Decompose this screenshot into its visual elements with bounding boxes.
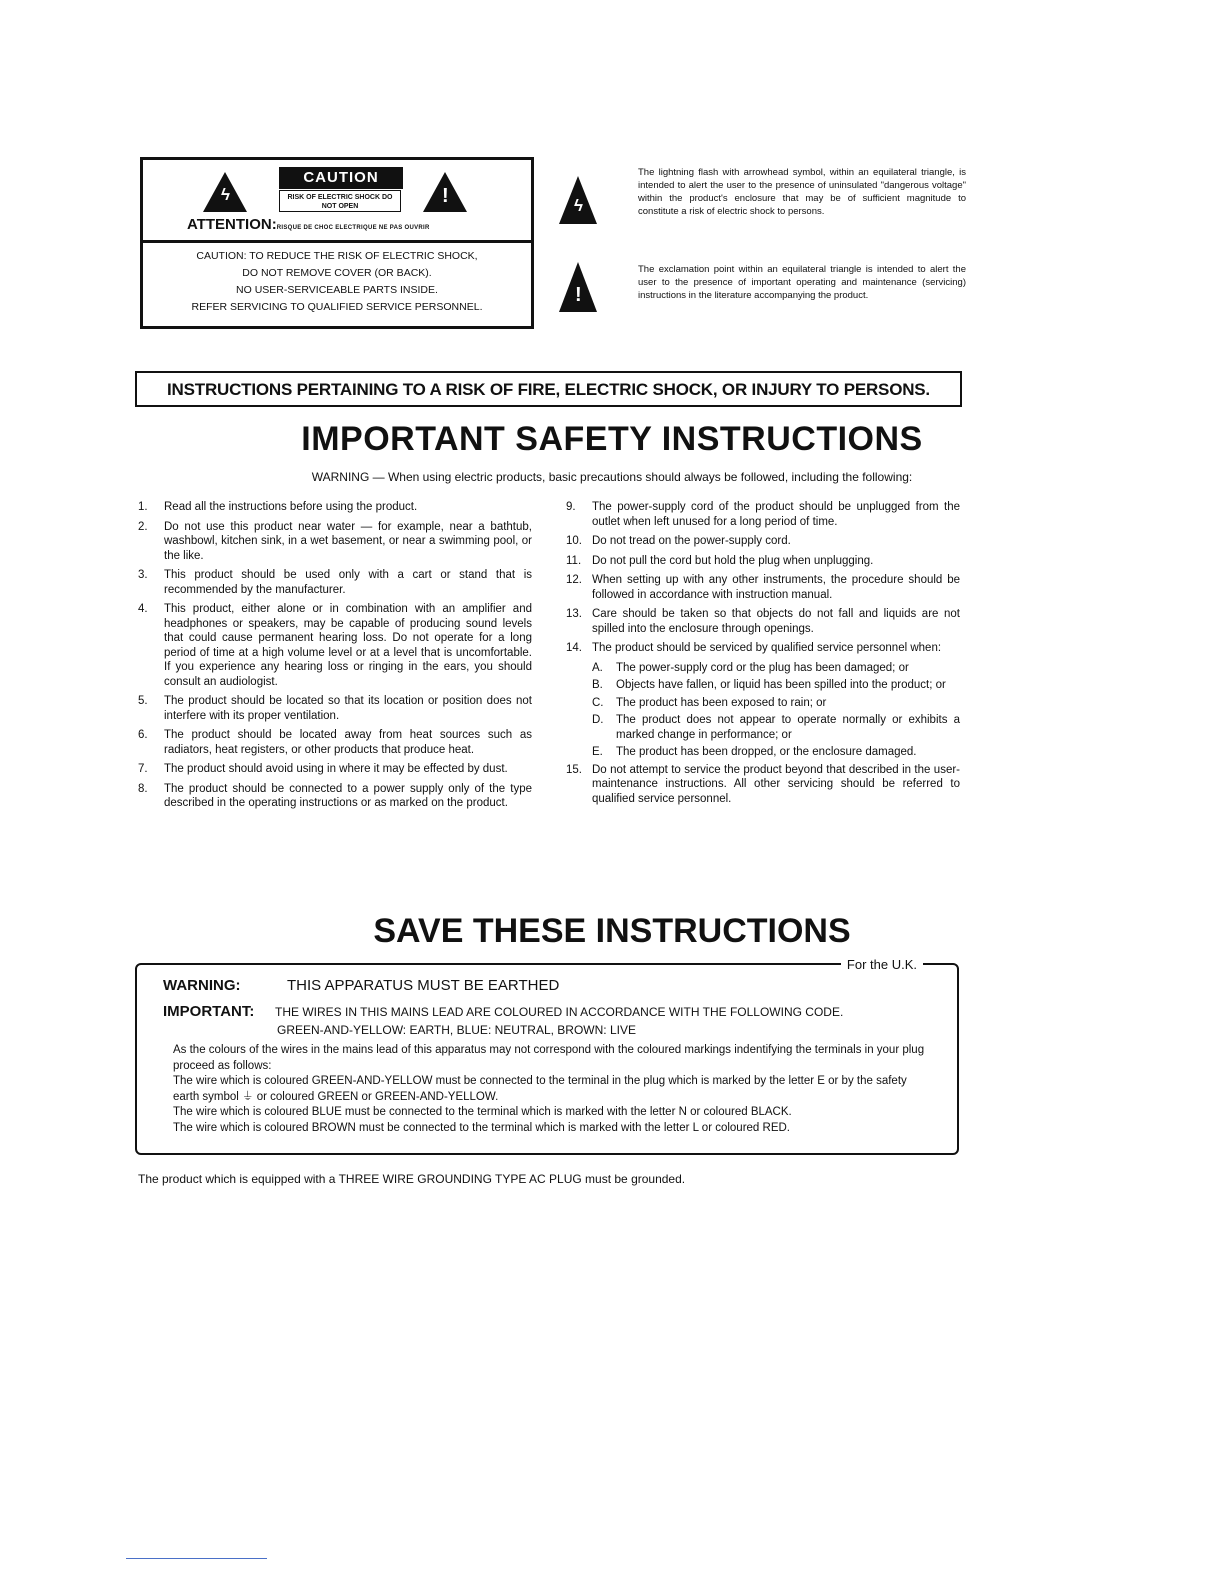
sub-item-letter: A. bbox=[592, 661, 603, 674]
grounding-note: The product which is equipped with a THREE WIRE GROUNDING TYPE AC PLUG must be grounded. bbox=[138, 1172, 686, 1186]
item-text: The product should be located so that its location or position does not interfere with its proper ventilation. bbox=[164, 695, 532, 722]
sub-item-text: The product has been exposed to rain; or bbox=[616, 696, 827, 709]
list-item bbox=[138, 568, 532, 597]
item-text: When setting up with any other instruments, the procedure should be followed in accordance with instruction manual. bbox=[592, 574, 960, 601]
item-number: 8. bbox=[138, 782, 148, 795]
item-number: 13. bbox=[566, 608, 582, 620]
item-number: 7. bbox=[138, 763, 148, 775]
item-number: 12. bbox=[566, 574, 582, 586]
item-text: This product should be used only with a cart or stand that is recommended by the manufacturer. bbox=[164, 569, 532, 596]
exclamation-symbol-explanation: The exclamation point within an equilateral triangle is intended to alert the user to the presence of important operating and maintenance (servicing) instructions in the literature accompanying the product. bbox=[638, 264, 966, 301]
sub-item bbox=[566, 678, 960, 693]
uk-warning-row bbox=[163, 977, 559, 994]
sub-item-letter: E. bbox=[592, 746, 603, 758]
item-number: 1. bbox=[138, 501, 148, 513]
attention-french-text: RISQUE DE CHOC ELECTRIQUE NE PAS OUVRIR bbox=[276, 225, 430, 231]
uk-paragraph: The wire which is coloured BLUE must be connected to the terminal which is marked with the letter N or coloured BLACK. bbox=[173, 1106, 792, 1118]
item-number: 15. bbox=[566, 763, 582, 776]
item-number: 9. bbox=[566, 501, 576, 513]
caution-label: CAUTION bbox=[279, 167, 403, 189]
item-text: The power-supply cord of the product should be unplugged from the outlet when left unused for a long period of time. bbox=[592, 501, 960, 528]
sub-item bbox=[566, 745, 960, 760]
item-number: 2. bbox=[138, 520, 148, 533]
item-number: 11. bbox=[566, 554, 582, 567]
item-text: Do not use this product near water — for example, near a bathtub, washbowl, kitchen sink, in a wet basement, or near a swimming pool, or the like. bbox=[164, 520, 532, 562]
item-text: The product should be located away from heat sources such as radiators, heat registers, or other products that produce heat. bbox=[164, 729, 532, 756]
uk-earthing-box bbox=[135, 957, 959, 1155]
attention-line bbox=[187, 216, 430, 233]
list-item bbox=[138, 520, 532, 564]
caution-line: REFER SERVICING TO QUALIFIED SERVICE PERSONNEL. bbox=[191, 301, 483, 313]
list-item bbox=[138, 500, 532, 515]
sub-item bbox=[566, 696, 960, 711]
item-text: Do not pull the cord but hold the plug when unplugging. bbox=[592, 554, 874, 567]
page-title: IMPORTANT SAFETY INSTRUCTIONS bbox=[301, 420, 923, 458]
list-item bbox=[566, 500, 960, 529]
item-text: The product should be connected to a power supply only of the type described in the operating instructions or as marked on the product. bbox=[164, 782, 532, 809]
attention-label: ATTENTION: bbox=[187, 216, 277, 233]
sub-item bbox=[566, 713, 960, 742]
uk-paragraph: The wire which is coloured BROWN must be connected to the terminal which is marked with the letter L or coloured RED. bbox=[173, 1121, 790, 1134]
sub-item-letter: C. bbox=[592, 696, 604, 709]
uk-tag: For the U.K. bbox=[841, 957, 923, 972]
item-text: Do not attempt to service the product beyond that described in the user-maintenance instructions. All other servicing should be referred to qualified service personnel. bbox=[592, 763, 960, 805]
list-item bbox=[138, 762, 532, 777]
list-item bbox=[138, 602, 532, 689]
uk-body bbox=[173, 1043, 933, 1136]
uk-paragraph: As the colours of the wires in the mains lead of this apparatus may not correspond with the coloured markings indentifying the terminals in your plug proceed as follows: bbox=[173, 1044, 925, 1072]
list-item bbox=[138, 728, 532, 757]
item-text: The product should avoid using in where it may be effected by dust. bbox=[164, 763, 508, 775]
caution-line: NO USER-SERVICEABLE PARTS INSIDE. bbox=[236, 284, 438, 296]
lightning-symbol-icon: ϟ bbox=[559, 176, 597, 224]
uk-code-line: GREEN-AND-YELLOW: EARTH, BLUE: NEUTRAL, BROWN: LIVE bbox=[277, 1023, 636, 1037]
list-item bbox=[138, 694, 532, 723]
exclamation-warning-icon: ! bbox=[423, 172, 467, 212]
item-number: 3. bbox=[138, 569, 148, 581]
caution-line: CAUTION: TO REDUCE THE RISK OF ELECTRIC SHOCK, bbox=[196, 250, 478, 262]
list-item bbox=[138, 782, 532, 811]
item-number: 6. bbox=[138, 729, 148, 741]
sub-item-text: The product has been dropped, or the enclosure damaged. bbox=[616, 746, 917, 758]
uk-warning-text: THIS APPARATUS MUST BE EARTHED bbox=[287, 977, 560, 994]
sub-item-text: Objects have fallen, or liquid has been spilled into the product; or bbox=[616, 679, 946, 691]
item-number: 10. bbox=[566, 535, 582, 547]
uk-important-text: THE WIRES IN THIS MAINS LEAD ARE COLOURED IN ACCORDANCE WITH THE FOLLOWING CODE. bbox=[275, 1005, 844, 1019]
instructions-left-column bbox=[138, 500, 532, 816]
lightning-symbol-explanation: The lightning flash with arrowhead symbol, within an equilateral triangle, is intended to alert the user to the presence of uninsulated "dangerous voltage" within the product's enclosure that may be of sufficient magnitude to constitute a risk of electric shock to persons. bbox=[638, 167, 966, 217]
uk-paragraph: The wire which is coloured GREEN-AND-YELLOW must be connected to the terminal in the plug which is marked by the letter E or by the safety earth symbol ⏚ or coloured GREEN or GREEN-AND-YELLOW. bbox=[173, 1075, 907, 1103]
list-item bbox=[566, 607, 960, 636]
uk-important-row bbox=[163, 1003, 843, 1020]
item-number: 14. bbox=[566, 642, 582, 654]
uk-important-label: IMPORTANT: bbox=[163, 1003, 255, 1020]
instructions-right-column bbox=[566, 500, 960, 811]
item-text: The product should be serviced by qualified service personnel when: bbox=[592, 642, 942, 654]
caution-lines bbox=[143, 248, 531, 316]
list-item bbox=[566, 763, 960, 807]
sub-item bbox=[566, 661, 960, 676]
list-item bbox=[566, 573, 960, 602]
bottom-rule bbox=[126, 1558, 267, 1559]
caution-risk-text: RISK OF ELECTRIC SHOCK DO NOT OPEN bbox=[279, 190, 401, 212]
sub-item-text: The power-supply cord or the plug has been damaged; or bbox=[616, 661, 909, 674]
item-text: Read all the instructions before using the product. bbox=[164, 501, 418, 513]
item-text: This product, either alone or in combination with an amplifier and headphones or speakers, may be capable of producing sound levels that could cause permanent hearing loss. Do not operate for a long period of time at a high volume level or at a level that is uncomfortable. If you experience any hearing loss or ringing in the ears, you should consult an audiologist. bbox=[164, 603, 532, 688]
lightning-warning-icon: ϟ bbox=[203, 172, 247, 212]
sub-item-letter: D. bbox=[592, 714, 604, 726]
instructions-banner: INSTRUCTIONS PERTAINING TO A RISK OF FIRE, ELECTRIC SHOCK, OR INJURY TO PERSONS. bbox=[135, 371, 962, 407]
list-item bbox=[566, 641, 960, 656]
caution-box bbox=[140, 157, 534, 329]
exclamation-symbol-icon: ! bbox=[559, 262, 597, 312]
item-number: 4. bbox=[138, 603, 148, 615]
uk-warning-label: WARNING: bbox=[163, 977, 241, 994]
save-instructions-title: SAVE THESE INSTRUCTIONS bbox=[373, 912, 851, 950]
list-item bbox=[566, 554, 960, 569]
item-text: Care should be taken so that objects do not fall and liquids are not spilled into the enclosure through openings. bbox=[592, 608, 960, 635]
caution-line: DO NOT REMOVE COVER (OR BACK). bbox=[242, 267, 432, 279]
sub-item-letter: B. bbox=[592, 679, 603, 691]
sub-item-text: The product does not appear to operate normally or exhibits a marked change in performance; or bbox=[616, 714, 960, 741]
item-number: 5. bbox=[138, 695, 148, 707]
item-text: Do not tread on the power-supply cord. bbox=[592, 535, 791, 547]
list-item bbox=[566, 534, 960, 549]
warning-line: WARNING — When using electric products, basic precautions should always be followed, including the following: bbox=[311, 470, 913, 484]
caution-header bbox=[143, 160, 531, 243]
